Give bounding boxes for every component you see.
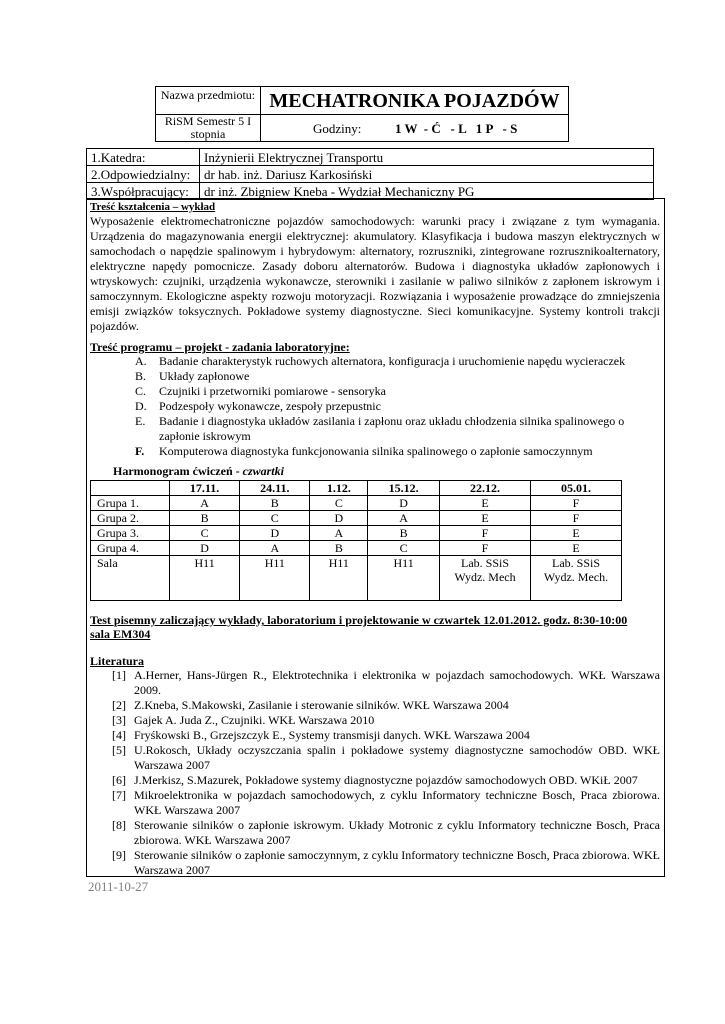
info-value: Inżynierii Elektrycznej Transportu	[200, 149, 654, 166]
program-item-letter: B.	[135, 369, 147, 383]
info-row	[87, 166, 654, 183]
subject-label: Nazwa przedmiotu:	[160, 88, 256, 102]
schedule-cell: E	[531, 526, 622, 541]
schedule-heading-text: Harmonogram ćwiczeń -	[113, 464, 243, 478]
schedule-cell: A	[310, 526, 368, 541]
schedule-cell: C	[170, 526, 240, 541]
schedule-cell: B	[310, 541, 368, 556]
schedule-cell: E	[440, 511, 531, 526]
program-item-text: Badanie i diagnostyka układów zasilania i zapłonu oraz układu chłodzenia silnika spalinowego o zapłonie iskrowym	[159, 414, 625, 443]
schedule-heading-italic: czwartki	[242, 464, 284, 478]
schedule-room-row	[91, 556, 622, 601]
literature-num: [5]	[112, 743, 126, 757]
literature-text: J.Merkisz, S.Mazurek, Pokładowe systemy diagnostyczne pojazdów samochodowych OBD. WKiŁ 2007	[134, 773, 638, 787]
program-item	[135, 399, 645, 414]
literature-text: Z.Kneba, S.Makowski, Zasilanie i sterowanie silników. WKŁ Warszawa 2004	[134, 698, 509, 712]
schedule-cell: C	[240, 511, 310, 526]
schedule-cell: B	[240, 496, 310, 511]
schedule-cell: F	[531, 511, 622, 526]
test-info-line1: Test pisemny zaliczający wykłady, laboratorium i projektowanie w czwartek 12.01.2012. godz. 8:30-10:00	[90, 613, 628, 627]
room-cell: H11	[240, 556, 310, 601]
literature-text: Gajek A. Juda Z., Czujniki. WKŁ Warszawa 2010	[134, 713, 375, 727]
program-item-letter: F.	[135, 444, 145, 458]
schedule-cell: F	[531, 496, 622, 511]
schedule-date: 22.12.	[440, 481, 531, 496]
program-list	[135, 354, 645, 459]
test-info-line2: sala EM304	[90, 627, 151, 641]
schedule-date: 17.11.	[170, 481, 240, 496]
program-item-letter: A.	[135, 354, 147, 368]
schedule-row	[91, 511, 622, 526]
literature-num: [3]	[112, 713, 126, 727]
literature-text: A.Herner, Hans-Jürgen R., Elektrotechnika i elektronika w pojazdach samochodowych. WKŁ Warszawa 2009.	[134, 668, 660, 697]
info-value: dr hab. inż. Dariusz Karkosiński	[200, 166, 654, 183]
schedule-cell: A	[368, 511, 440, 526]
literature-item	[112, 728, 660, 743]
course-title: MECHATRONIKA POJAZDÓW	[269, 90, 560, 112]
hours-value: 1 W - Ć - L 1 P - S	[395, 121, 518, 136]
schedule-cell: D	[368, 496, 440, 511]
schedule-heading	[113, 464, 284, 479]
literature-num: [1]	[112, 668, 126, 682]
info-label: 3.Współpracujący:	[87, 183, 200, 200]
program-item-text: Czujniki i przetworniki pomiarowe - sensoryka	[159, 384, 386, 398]
literature-num: [7]	[112, 788, 126, 802]
hours-label: Godziny:	[313, 121, 362, 136]
schedule-row	[91, 541, 622, 556]
info-label: 2.Odpowiedzialny:	[87, 166, 200, 183]
hours-row	[261, 115, 568, 142]
info-label: 1.Katedra:	[87, 149, 200, 166]
schedule-cell: A	[170, 496, 240, 511]
schedule-date: 24.11.	[240, 481, 310, 496]
schedule-date-row	[91, 481, 622, 496]
literature-heading: Literatura	[90, 654, 144, 668]
room-cell: H11	[170, 556, 240, 601]
literature-text: Sterowanie silników o zapłonie iskrowym. Układy Motronic z cyklu Informatory techniczne Bosch, Praca zbiorowa. WKŁ Warszawa 2007	[134, 818, 660, 847]
literature-item	[112, 698, 660, 713]
program-item	[135, 354, 645, 369]
room-label: Sala	[91, 556, 170, 601]
literature-item	[112, 788, 660, 818]
program-item	[135, 414, 645, 444]
program-heading: Treść programu – projekt - zadania laboratoryjne:	[90, 340, 350, 354]
schedule-date: 1.12.	[310, 481, 368, 496]
schedule-cell: A	[240, 541, 310, 556]
lecture-body: Wyposażenie elektromechatroniczne pojazdów samochodowych: warunki pracy i związane z tym wymagania. Urządzenia do magazynowania energii elektrycznej: akumulatory. Klasyfikacja i budowa maszyn elektrycznych w samochodach o napędzie spalinowym i hybrydowym: alternatory, rozruszniki, zintegrowane rozrusznikoalternatory, elektryczne napędy pomocnicze. Zasady doboru alternatorów. Budowa i diagnostyka układów zapłonowych i wtryskowych: czujniki, urządzenia wykonawcze, sterowniki i zasilanie w paliwo silników z zapłonem iskrowym i samoczynnym. Ekologiczne aspekty rozwoju motoryzacji. Rozwiązania i wyposażenie prowadzące do zmniejszenia emisji związków toksycznych. Pokładowe systemy diagnostyczne. Sieci komunikacyjne. Systemy kontroli trakcji pojazdów.	[90, 214, 660, 333]
group-label: Grupa 3.	[91, 526, 170, 541]
document-date: 2011-10-27	[88, 879, 149, 894]
schedule-cell: D	[240, 526, 310, 541]
schedule-table	[90, 480, 622, 601]
room-cell: Lab. SSiS Wydz. Mech	[440, 556, 531, 601]
schedule-cell: F	[440, 541, 531, 556]
program-item	[135, 369, 645, 384]
group-label: Grupa 2.	[91, 511, 170, 526]
schedule-cell: D	[310, 511, 368, 526]
semester-label: RiSM Semestr 5 I stopnia	[164, 114, 252, 141]
schedule-cell: E	[531, 541, 622, 556]
program-item-letter: D.	[135, 399, 147, 413]
room-cell: H11	[368, 556, 440, 601]
literature-item	[112, 818, 660, 848]
literature-list	[112, 668, 660, 878]
literature-item	[112, 713, 660, 728]
literature-text: Fryśkowski B., Grzejszczyk E., Systemy transmisji danych. WKŁ Warszawa 2004	[134, 728, 530, 742]
literature-num: [8]	[112, 818, 126, 832]
program-item	[135, 444, 645, 459]
schedule-cell: F	[440, 526, 531, 541]
room-cell: H11	[310, 556, 368, 601]
literature-num: [4]	[112, 728, 126, 742]
group-label: Grupa 1.	[91, 496, 170, 511]
group-label: Grupa 4.	[91, 541, 170, 556]
program-item-text: Komputerowa diagnostyka funkcjonowania silnika spalinowego o zapłonie samoczynnym	[159, 444, 593, 458]
program-item-text: Podzespoły wykonawcze, zespoły przepustnic	[159, 399, 381, 413]
literature-num: [6]	[112, 773, 126, 787]
schedule-cell: C	[310, 496, 368, 511]
info-value: dr inż. Zbigniew Kneba - Wydział Mechaniczny PG	[200, 183, 654, 200]
program-item-letter: C.	[135, 384, 147, 398]
room-cell: Lab. SSiS Wydz. Mech.	[531, 556, 622, 601]
schedule-cell: D	[170, 541, 240, 556]
literature-text: U.Rokosch, Układy oczyszczania spalin i pokładowe systemy diagnostyczne samochodów OBD. WKŁ Warszawa 2007	[134, 743, 660, 772]
schedule-date: 15.12.	[368, 481, 440, 496]
schedule-cell: B	[170, 511, 240, 526]
course-header	[155, 86, 569, 142]
program-item-text: Układy zapłonowe	[159, 369, 250, 383]
schedule-cell: C	[368, 541, 440, 556]
schedule-date: 05.01.	[531, 481, 622, 496]
program-item-text: Badanie charakterystyk ruchowych alternatora, konfiguracja i uruchomienie napędu wycieraczek	[159, 354, 626, 368]
literature-item	[112, 743, 660, 773]
schedule-row	[91, 496, 622, 511]
lecture-heading: Treść kształcenia – wykład	[90, 201, 216, 213]
schedule-cell: E	[440, 496, 531, 511]
schedule-row	[91, 526, 622, 541]
program-item	[135, 384, 645, 399]
info-row	[87, 183, 654, 200]
schedule-cell: B	[368, 526, 440, 541]
literature-num: [2]	[112, 698, 126, 712]
program-item-letter: E.	[135, 414, 146, 428]
literature-item	[112, 773, 660, 788]
info-row	[87, 149, 654, 166]
literature-num: [9]	[112, 848, 126, 862]
literature-item	[112, 848, 660, 878]
literature-text: Mikroelektronika w pojazdach samochodowych, z cyklu Informatory techniczne Bosch, Praca zbiorowa. WKŁ Warszawa 2007	[134, 788, 660, 817]
schedule-corner	[91, 481, 170, 496]
info-table	[86, 148, 654, 200]
literature-item	[112, 668, 660, 698]
literature-text: Sterowanie silników o zapłonie samoczynnym, z cyklu Informatory techniczne Bosch, Praca zbiorowa. WKŁ Warszawa 2007	[134, 848, 660, 877]
